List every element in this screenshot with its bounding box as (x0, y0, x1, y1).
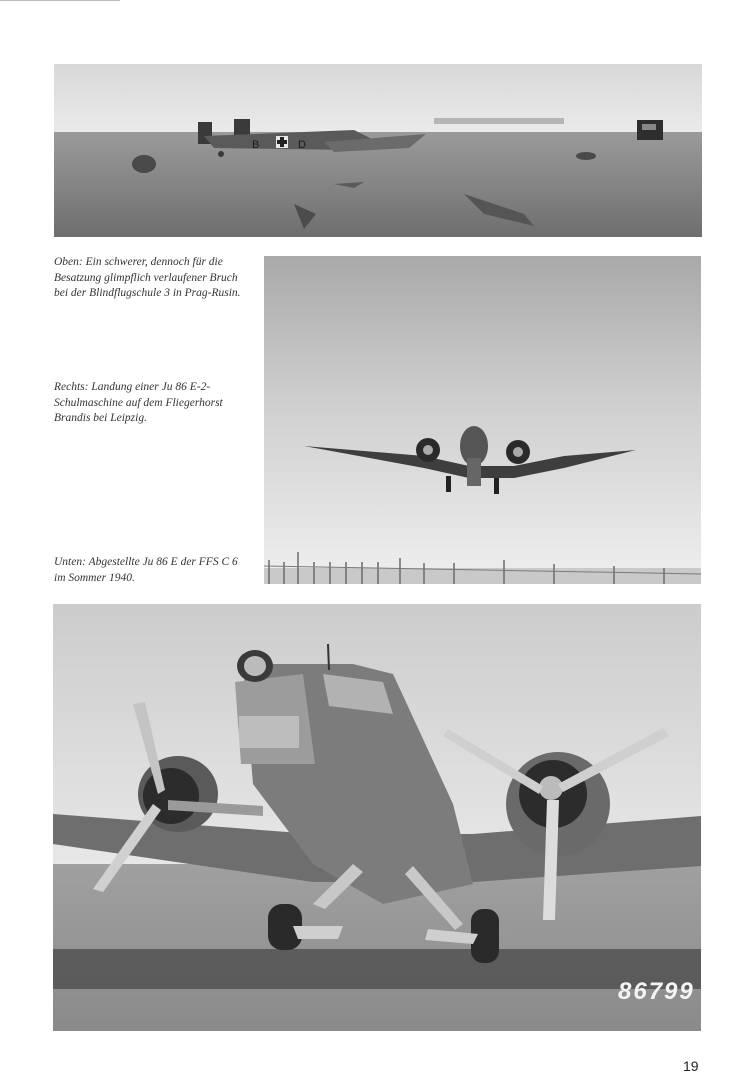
photo-landing-aircraft (264, 256, 701, 584)
caption-unten: Unten: Abgestellte Ju 86 E der FFS C 6 im Sommer 1940. (54, 556, 238, 584)
caption-oben: Oben: Ein schwerer, dennoch für die Besatzung glimpflich verlaufener Bruch bei der Blindflugschule 3 in Prag-Rusin. (54, 256, 241, 299)
fuselage-code-left: B (252, 139, 260, 151)
aircraft-serial-number: 86799 (618, 978, 695, 1005)
photo-parked-aircraft (53, 604, 701, 1031)
top-rule (0, 0, 120, 1)
page-number: 19 (683, 1058, 699, 1074)
photo-crashed-aircraft (54, 64, 702, 237)
caption-rechts: Rechts: Landung einer Ju 86 E-2-Schulmaschine auf dem Fliegerhorst Brandis bei Leipzig. (54, 381, 223, 424)
fuselage-code-right: D (298, 139, 306, 151)
